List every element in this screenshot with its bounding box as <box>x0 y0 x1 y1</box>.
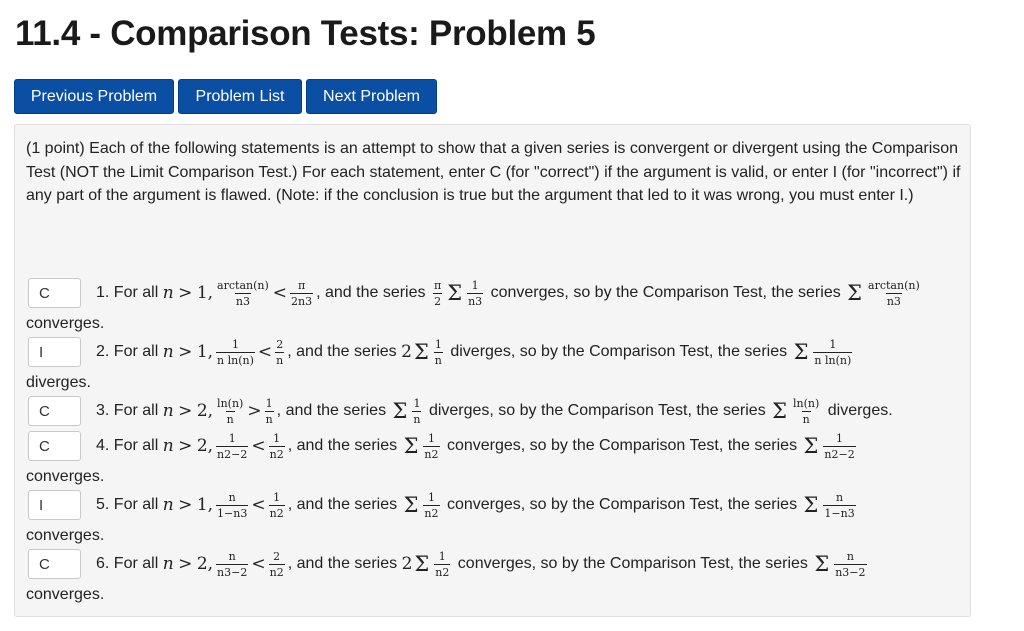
fraction: $\frac{1}{n2-2}$ <box>824 431 855 461</box>
statement-1-result: converges. <box>26 315 105 332</box>
fraction: $\frac{1}{n2}$ <box>424 490 439 520</box>
fraction: $\frac{2}{n}$ <box>276 337 284 367</box>
fraction: $\frac{1}{n}$ <box>265 396 273 426</box>
statement-2-result: diverges. <box>26 374 91 391</box>
fraction: $\frac{1}{n2}$ <box>424 431 439 461</box>
answer-input-3[interactable] <box>28 396 81 426</box>
fraction: $\frac{1}{n3}$ <box>468 278 483 308</box>
fraction: $\frac{\pi}{2}$ <box>433 278 442 308</box>
fraction: $\frac{1}{\text{n ln(n)}}$ <box>217 337 254 367</box>
sigma-symbol: Σ <box>447 280 463 305</box>
fraction: $\frac{n}{1-n3}$ <box>217 490 248 520</box>
statement-6: 6. For all n > 2, $\frac{n}{n3-2}$ < $\frac{2}{n2}$ , and the series 2 Σ $\frac{1}{n2}$ converges, so by the Comparison Test, the series Σ $\frac{n}{n3-2}$ <box>96 549 866 579</box>
sigma-symbol: Σ <box>414 551 430 576</box>
answer-input-5[interactable] <box>28 490 81 520</box>
statement-4-result: converges. <box>26 468 105 485</box>
next-problem-button[interactable]: Next Problem <box>306 79 437 114</box>
answer-input-6[interactable] <box>28 549 81 579</box>
fraction: $\frac{\ln(n)}{n}$ <box>217 396 244 426</box>
sigma-symbol: Σ <box>793 339 809 364</box>
fraction: $\frac{2}{n2}$ <box>269 549 284 579</box>
problem-panel <box>14 124 971 617</box>
answer-input-2[interactable] <box>28 337 81 367</box>
fraction: $\frac{\arctan(n)}{n3}$ <box>217 278 269 308</box>
problem-list-button[interactable]: Problem List <box>178 79 302 114</box>
fraction: $\frac{\pi}{2n3}$ <box>291 278 313 308</box>
sigma-symbol: Σ <box>847 280 863 305</box>
fraction: $\frac{\arctan(n)}{n3}$ <box>868 278 920 308</box>
fraction: $\frac{1}{n}$ <box>434 337 442 367</box>
sigma-symbol: Σ <box>403 433 419 458</box>
sigma-symbol: Σ <box>413 339 429 364</box>
sigma-symbol: Σ <box>803 492 819 517</box>
fraction: $\frac{1}{n2}$ <box>269 431 284 461</box>
fraction: $\frac{1}{n2-2}$ <box>217 431 248 461</box>
fraction: $\frac{1}{n2}$ <box>435 549 450 579</box>
problem-intro: (1 point) Each of the following statements is an attempt to show that a given series is convergent or divergent using the Comparison Test (NOT the Limit Comparison Test.) For each statement, enter C (for "correct") if the argument is valid, or enter I (for "incorrect") if any part of the argument is flawed. (Note: if the conclusion is true but the argument that led to it was wrong, you must enter I.) <box>26 140 961 204</box>
answer-input-4[interactable] <box>28 431 81 461</box>
statement-3-result: diverges. <box>827 402 893 419</box>
previous-problem-button[interactable]: Previous Problem <box>14 79 174 114</box>
fraction: $\frac{n}{n3-2}$ <box>217 549 248 579</box>
sigma-symbol: Σ <box>403 492 419 517</box>
statement-3: 3. For all n > 2, $\frac{\ln(n)}{n}$ > $\frac{1}{n}$ , and the series Σ $\frac{1}{n}$ diverges, so by the Comparison Test, the series Σ $\frac{\ln(n)}{n}$ diverges. <box>96 396 893 426</box>
answer-input-1[interactable] <box>28 278 81 308</box>
sigma-symbol: Σ <box>392 398 408 423</box>
statement-5-result: converges. <box>26 527 105 544</box>
fraction: $\frac{1}{n2}$ <box>269 490 284 520</box>
fraction: $\frac{\ln(n)}{n}$ <box>793 396 820 426</box>
fraction: $\frac{n}{1-n3}$ <box>824 490 855 520</box>
page-title: 11.4 - Comparison Tests: Problem 5 <box>15 14 596 53</box>
fraction: $\frac{1}{\text{n ln(n)}}$ <box>814 337 852 367</box>
statement-5: 5. For all n > 1, $\frac{n}{1-n3}$ < $\frac{1}{n2}$ , and the series Σ $\frac{1}{n2}$ converges, so by the Comparison Test, the series Σ $\frac{n}{1-n3}$ <box>96 490 855 520</box>
statement-6-result: converges. <box>26 586 105 603</box>
sigma-symbol: Σ <box>803 433 819 458</box>
sigma-symbol: Σ <box>772 398 788 423</box>
statement-2: 2. For all n > 1, $\frac{1}{\text{n ln(n)}}$ < $\frac{2}{n}$ , and the series 2 Σ $\frac{1}{n}$ diverges, so by the Comparison Test, the series Σ $\frac{1}{\text{n ln(n)}}$ <box>96 337 852 367</box>
sigma-symbol: Σ <box>814 551 830 576</box>
fraction: $\frac{1}{n}$ <box>413 396 421 426</box>
statement-1: 1. For all n > 1, $\frac{\arctan(n)}{n3}$ < $\frac{\pi}{2n3}$ , and the series $\frac{\pi}{2}$ Σ $\frac{1}{n3}$ converges, so by the Comparison Test, the series Σ $\frac{\arctan(n)}{n3}$ <box>96 278 920 308</box>
statement-4: 4. For all n > 2, $\frac{1}{n2-2}$ < $\frac{1}{n2}$ , and the series Σ $\frac{1}{n2}$ converges, so by the Comparison Test, the series Σ $\frac{1}{n2-2}$ <box>96 431 855 461</box>
fraction: $\frac{n}{n3-2}$ <box>835 549 866 579</box>
